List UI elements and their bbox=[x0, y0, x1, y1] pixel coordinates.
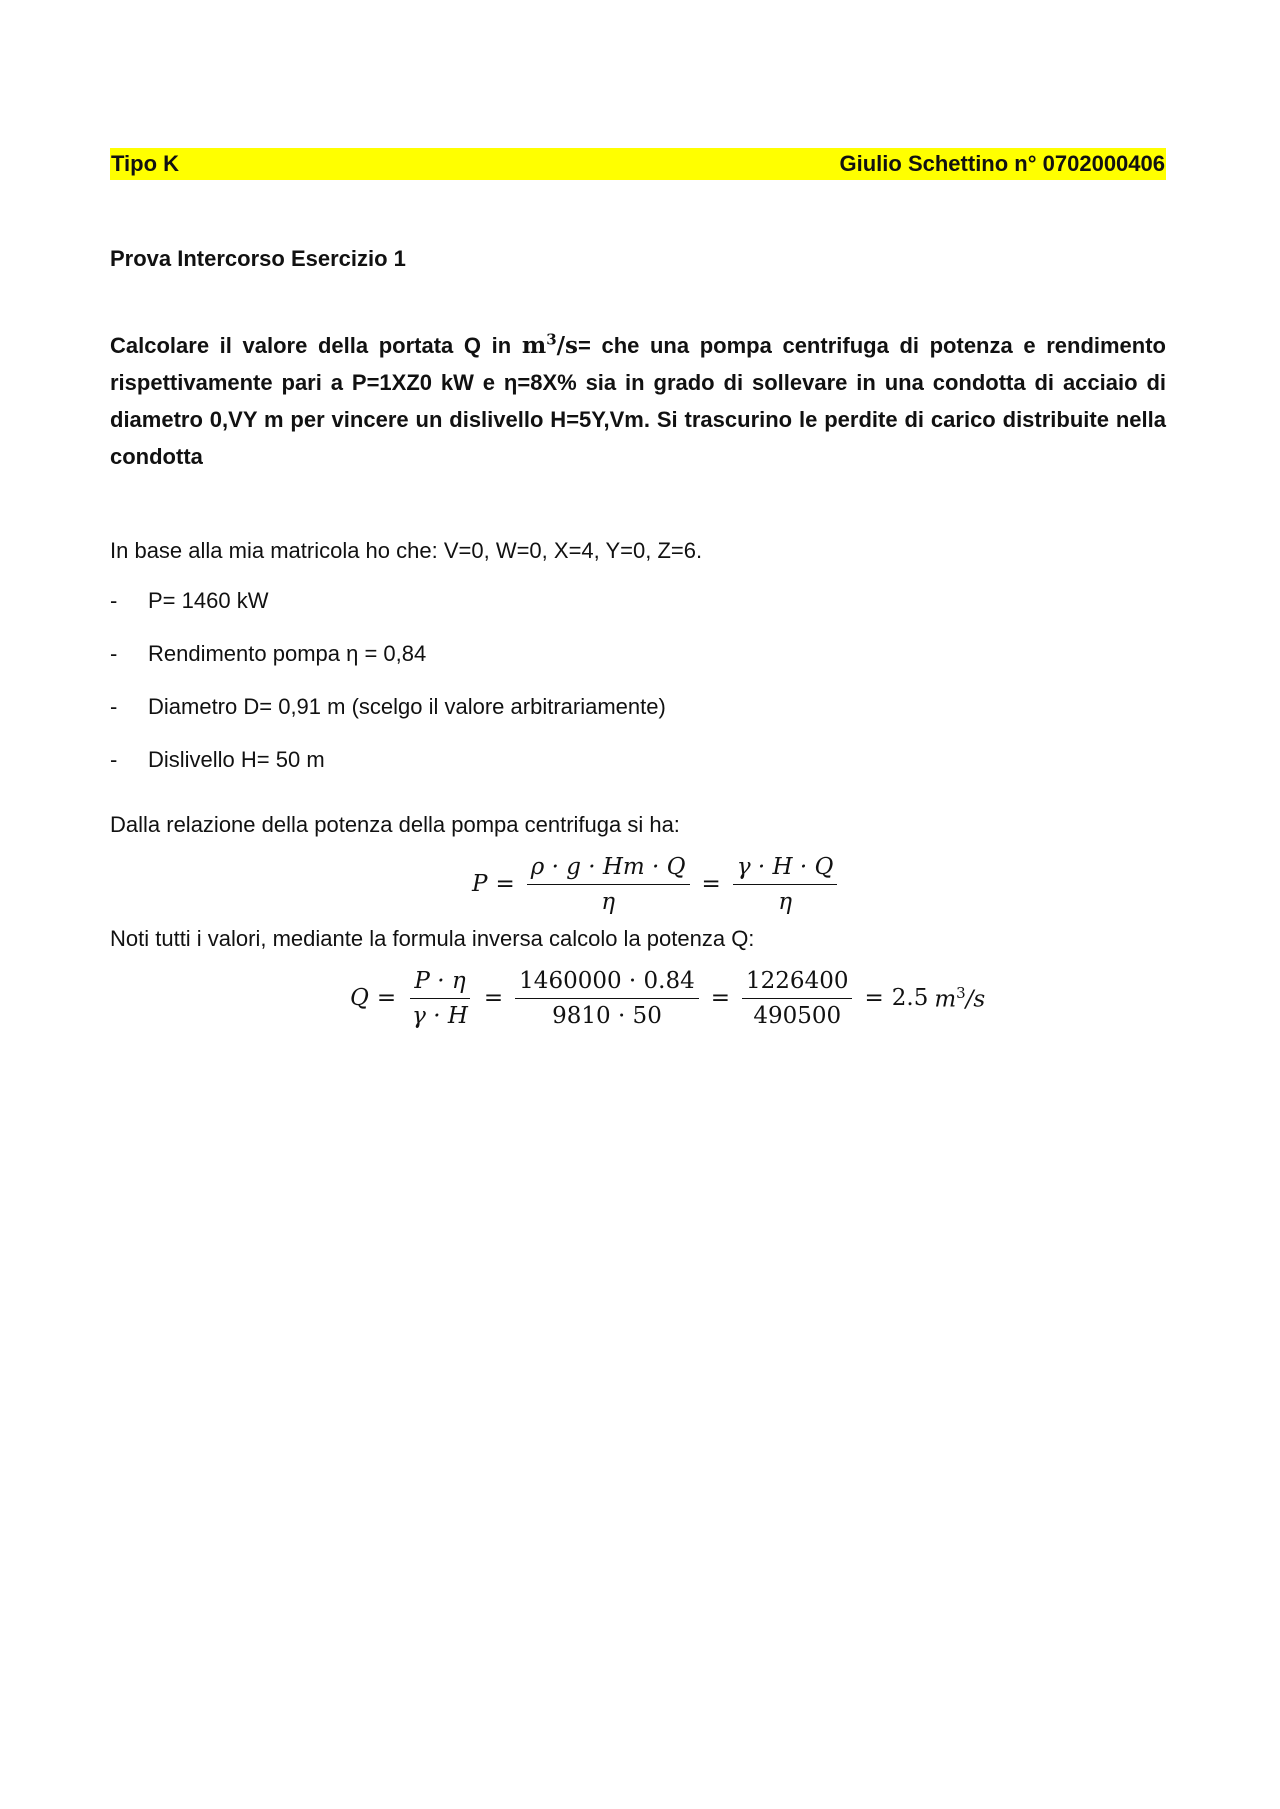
problem-part1: Calcolare il valore della portata Q in bbox=[110, 333, 522, 358]
eq2-frac2-denominator: 9810 · 50 bbox=[552, 1002, 662, 1029]
eq2-equals-2: = bbox=[483, 985, 504, 1011]
problem-part2: = che una pompa centrifuga di potenza e rendimento rispettivamente pari a P=1XZ0 kW e η=8X% sia in grado di sollevare in una condotta di acciaio di diametro 0,VY m per vincere un dislivello H=5Y,Vm. Si trascurino le perdite di carico distribuite nella condotta bbox=[110, 333, 1166, 469]
flow-equation bbox=[350, 962, 985, 1034]
eq2-equals-3: = bbox=[710, 985, 731, 1011]
relazione-text: Dalla relazione della potenza della pompa centrifuga si ha: bbox=[110, 812, 680, 837]
eq2-frac1-numerator: P · η bbox=[410, 966, 469, 999]
problem-unit-exp: 3 bbox=[546, 330, 557, 349]
eq2-result-unit-base: m bbox=[934, 986, 957, 1013]
eq2-equals: = bbox=[376, 985, 397, 1011]
section-title: Prova Intercorso Esercizio 1 bbox=[110, 246, 406, 271]
eq1-lhs: P bbox=[472, 871, 488, 897]
problem-statement bbox=[110, 327, 1166, 475]
list-item-text: Rendimento pompa η = 0,84 bbox=[148, 641, 427, 666]
eq1-frac1-denominator: η bbox=[601, 888, 616, 915]
header-bar bbox=[110, 148, 1166, 180]
power-equation bbox=[472, 848, 841, 920]
list-bullet: - bbox=[110, 588, 118, 613]
eq1-equals: = bbox=[495, 871, 515, 897]
eq1-frac2-numerator: γ · H · Q bbox=[733, 852, 838, 885]
eq2-frac1-denominator: γ · H bbox=[412, 1002, 468, 1029]
list-item bbox=[110, 641, 666, 694]
list-item-text: Diametro D= 0,91 m (scelgo il valore arbitrariamente) bbox=[148, 694, 666, 719]
list-item-text: P= 1460 kW bbox=[148, 588, 269, 613]
list-item bbox=[110, 588, 666, 641]
header-left: Tipo K bbox=[111, 151, 180, 176]
eq1-frac2-denominator: η bbox=[778, 888, 792, 915]
eq2-fraction-2 bbox=[515, 966, 699, 1031]
eq2-fraction-3 bbox=[742, 966, 852, 1031]
eq2-fraction-1 bbox=[408, 966, 472, 1031]
eq2-frac2-numerator: 1460000 · 0.84 bbox=[515, 966, 699, 999]
list-item bbox=[110, 694, 666, 747]
list-bullet: - bbox=[110, 694, 118, 719]
eq2-result-unit-tail: /s bbox=[965, 986, 986, 1013]
noti-text: Noti tutti i valori, mediante la formula inversa calcolo la potenza Q: bbox=[110, 926, 755, 951]
eq2-lhs: Q bbox=[350, 985, 369, 1011]
list-bullet: - bbox=[110, 641, 118, 666]
list-item-text: Dislivello H= 50 m bbox=[148, 747, 325, 772]
eq2-result-unit-exp: 3 bbox=[956, 983, 966, 1002]
eq2-frac3-denominator: 490500 bbox=[753, 1002, 842, 1029]
problem-unit bbox=[522, 332, 578, 359]
eq2-frac3-numerator: 1226400 bbox=[742, 966, 852, 999]
eq1-fraction-1 bbox=[527, 852, 690, 917]
problem-unit-base: m bbox=[521, 332, 547, 359]
eq1-fraction-2 bbox=[733, 852, 838, 917]
list-bullet: - bbox=[110, 747, 118, 772]
values-list bbox=[110, 588, 666, 800]
problem-unit-tail: /s bbox=[556, 332, 578, 359]
header-right: Giulio Schettino n° 0702000406 bbox=[839, 151, 1165, 176]
eq2-result-unit bbox=[934, 984, 985, 1013]
eq2-result: 2.5 bbox=[891, 985, 929, 1011]
eq1-frac1-numerator: ρ · g · Hm · Q bbox=[527, 852, 690, 885]
matricola-text: In base alla mia matricola ho che: V=0, W=0, X=4, Y=0, Z=6. bbox=[110, 538, 703, 563]
eq1-equals-2: = bbox=[701, 871, 721, 897]
eq2-equals-4: = bbox=[864, 985, 884, 1011]
list-item bbox=[110, 747, 666, 800]
